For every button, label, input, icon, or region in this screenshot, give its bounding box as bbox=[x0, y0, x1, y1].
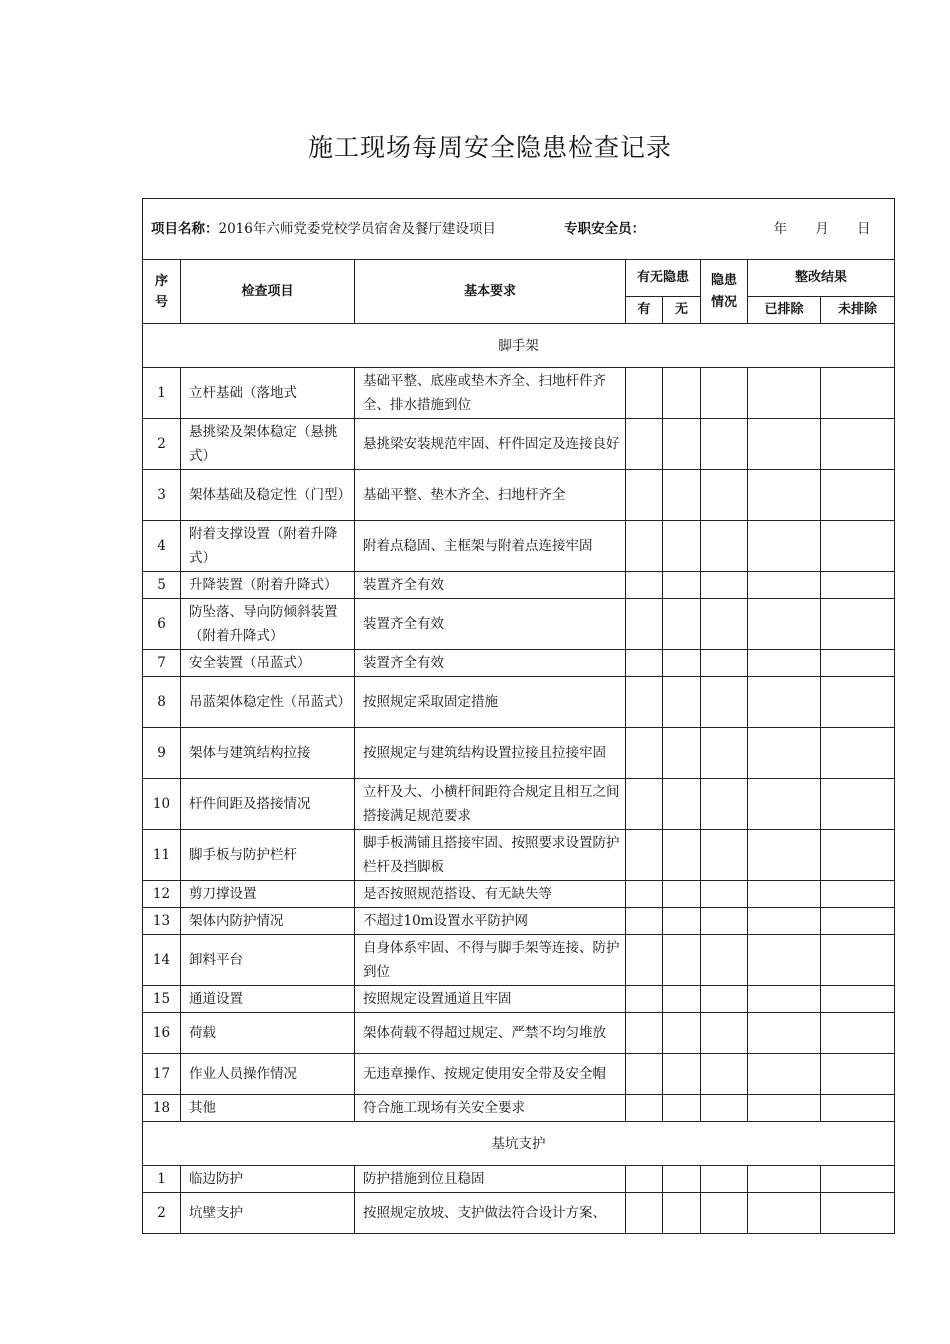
requirement: 符合施工现场有关安全要求 bbox=[355, 1095, 626, 1122]
table-row bbox=[143, 368, 895, 419]
header-item: 检查项目 bbox=[181, 260, 355, 324]
hazard-yes-cell[interactable] bbox=[626, 830, 663, 881]
row-number: 4 bbox=[143, 521, 181, 572]
header-yes: 有 bbox=[626, 297, 663, 324]
hazard-yes-cell[interactable] bbox=[626, 881, 663, 908]
section-title: 脚手架 bbox=[143, 324, 895, 368]
hazard-situation-cell[interactable] bbox=[701, 599, 748, 650]
header-hazard: 有无隐患 bbox=[626, 260, 701, 297]
row-number: 7 bbox=[143, 650, 181, 677]
requirement: 架体荷载不得超过规定、严禁不均匀堆放 bbox=[355, 1013, 626, 1054]
unresolved-cell[interactable] bbox=[821, 599, 895, 650]
check-item: 荷载 bbox=[181, 1013, 355, 1054]
hazard-no-cell[interactable] bbox=[663, 728, 701, 779]
table-row bbox=[143, 572, 895, 599]
check-item: 架体内防护情况 bbox=[181, 908, 355, 935]
unresolved-cell[interactable] bbox=[821, 572, 895, 599]
hazard-yes-cell[interactable] bbox=[626, 419, 663, 470]
header-seq: 序号 bbox=[143, 260, 181, 324]
hazard-situation-cell[interactable] bbox=[701, 1193, 748, 1234]
unresolved-cell[interactable] bbox=[821, 779, 895, 830]
check-item: 架体与建筑结构拉接 bbox=[181, 728, 355, 779]
requirement: 立杆及大、小横杆间距符合规定且相互之间搭接满足规范要求 bbox=[355, 779, 626, 830]
date-year: 年 bbox=[773, 221, 787, 237]
unresolved-cell[interactable] bbox=[821, 935, 895, 986]
hazard-no-cell[interactable] bbox=[663, 1193, 701, 1234]
unresolved-cell[interactable] bbox=[821, 986, 895, 1013]
table-row bbox=[143, 728, 895, 779]
unresolved-cell[interactable] bbox=[821, 1193, 895, 1234]
hazard-situation-cell[interactable] bbox=[701, 521, 748, 572]
unresolved-cell[interactable] bbox=[821, 677, 895, 728]
requirement: 基础平整、底座或垫木齐全、扫地杆件齐全、排水措施到位 bbox=[355, 368, 626, 419]
row-number: 10 bbox=[143, 779, 181, 830]
hazard-no-cell[interactable] bbox=[663, 470, 701, 521]
resolved-cell[interactable] bbox=[748, 728, 821, 779]
requirement: 附着点稳固、主框架与附着点连接牢固 bbox=[355, 521, 626, 572]
section-title: 基坑支护 bbox=[143, 1122, 895, 1166]
resolved-cell[interactable] bbox=[748, 1054, 821, 1095]
requirement: 按照规定放坡、支护做法符合设计方案、 bbox=[355, 1193, 626, 1234]
unresolved-cell[interactable] bbox=[821, 908, 895, 935]
hazard-no-cell[interactable] bbox=[663, 368, 701, 419]
requirement: 悬挑梁安装规范牢固、杆件固定及连接良好 bbox=[355, 419, 626, 470]
table-row bbox=[143, 1013, 895, 1054]
row-number: 8 bbox=[143, 677, 181, 728]
hazard-no-cell[interactable] bbox=[663, 1054, 701, 1095]
resolved-cell[interactable] bbox=[748, 830, 821, 881]
unresolved-cell[interactable] bbox=[821, 1054, 895, 1095]
row-number: 9 bbox=[143, 728, 181, 779]
resolved-cell[interactable] bbox=[748, 368, 821, 419]
hazard-situation-cell[interactable] bbox=[701, 1054, 748, 1095]
hazard-no-cell[interactable] bbox=[663, 521, 701, 572]
check-item: 其他 bbox=[181, 1095, 355, 1122]
row-number: 1 bbox=[143, 1166, 181, 1193]
table-row bbox=[143, 986, 895, 1013]
hazard-situation-cell[interactable] bbox=[701, 986, 748, 1013]
hazard-no-cell[interactable] bbox=[663, 599, 701, 650]
hazard-situation-cell[interactable] bbox=[701, 881, 748, 908]
hazard-yes-cell[interactable] bbox=[626, 779, 663, 830]
header-row bbox=[143, 260, 895, 297]
check-item: 悬挑梁及架体稳定（悬挑式） bbox=[181, 419, 355, 470]
hazard-yes-cell[interactable] bbox=[626, 368, 663, 419]
requirement: 脚手板满铺且搭接牢固、按照要求设置防护栏杆及挡脚板 bbox=[355, 830, 626, 881]
check-item: 坑壁支护 bbox=[181, 1193, 355, 1234]
check-item: 临边防护 bbox=[181, 1166, 355, 1193]
section-row bbox=[143, 324, 895, 368]
resolved-cell[interactable] bbox=[748, 1095, 821, 1122]
unresolved-cell[interactable] bbox=[821, 881, 895, 908]
check-item: 防坠落、导向防倾斜装置（附着升降式） bbox=[181, 599, 355, 650]
requirement: 不超过10m设置水平防护网 bbox=[355, 908, 626, 935]
check-item: 安全装置（吊蓝式） bbox=[181, 650, 355, 677]
row-number: 13 bbox=[143, 908, 181, 935]
row-number: 18 bbox=[143, 1095, 181, 1122]
check-item: 立杆基础（落地式 bbox=[181, 368, 355, 419]
hazard-yes-cell[interactable] bbox=[626, 908, 663, 935]
requirement: 防护措施到位且稳固 bbox=[355, 1166, 626, 1193]
table-row bbox=[143, 1095, 895, 1122]
row-number: 5 bbox=[143, 572, 181, 599]
requirement: 装置齐全有效 bbox=[355, 572, 626, 599]
inspection-table bbox=[142, 198, 895, 1234]
table-row bbox=[143, 881, 895, 908]
check-item: 附着支撑设置（附着升降式） bbox=[181, 521, 355, 572]
hazard-yes-cell[interactable] bbox=[626, 599, 663, 650]
table-row bbox=[143, 650, 895, 677]
hazard-yes-cell[interactable] bbox=[626, 1193, 663, 1234]
row-number: 17 bbox=[143, 1054, 181, 1095]
hazard-situation-cell[interactable] bbox=[701, 908, 748, 935]
hazard-situation-cell[interactable] bbox=[701, 368, 748, 419]
table-row bbox=[143, 419, 895, 470]
header-req: 基本要求 bbox=[355, 260, 626, 324]
hazard-situation-cell[interactable] bbox=[701, 1166, 748, 1193]
unresolved-cell[interactable] bbox=[821, 830, 895, 881]
hazard-no-cell[interactable] bbox=[663, 779, 701, 830]
resolved-cell[interactable] bbox=[748, 677, 821, 728]
hazard-situation-cell[interactable] bbox=[701, 1013, 748, 1054]
unresolved-cell[interactable] bbox=[821, 728, 895, 779]
row-number: 15 bbox=[143, 986, 181, 1013]
hazard-no-cell[interactable] bbox=[663, 881, 701, 908]
row-number: 11 bbox=[143, 830, 181, 881]
hazard-situation-cell[interactable] bbox=[701, 935, 748, 986]
requirement: 按照规定与建筑结构设置拉接且拉接牢固 bbox=[355, 728, 626, 779]
hazard-yes-cell[interactable] bbox=[626, 1054, 663, 1095]
requirement: 是否按照规范搭设、有无缺失等 bbox=[355, 881, 626, 908]
unresolved-cell[interactable] bbox=[821, 368, 895, 419]
check-item: 吊蓝架体稳定性（吊蓝式） bbox=[181, 677, 355, 728]
row-number: 14 bbox=[143, 935, 181, 986]
resolved-cell[interactable] bbox=[748, 1166, 821, 1193]
page-title: 施工现场每周安全隐患检查记录 bbox=[307, 133, 672, 162]
hazard-no-cell[interactable] bbox=[663, 650, 701, 677]
hazard-yes-cell[interactable] bbox=[626, 572, 663, 599]
requirement: 按照规定设置通道且牢固 bbox=[355, 986, 626, 1013]
hazard-situation-cell[interactable] bbox=[701, 830, 748, 881]
unresolved-cell[interactable] bbox=[821, 521, 895, 572]
hazard-no-cell[interactable] bbox=[663, 419, 701, 470]
resolved-cell[interactable] bbox=[748, 1193, 821, 1234]
resolved-cell[interactable] bbox=[748, 470, 821, 521]
table-row bbox=[143, 830, 895, 881]
hazard-yes-cell[interactable] bbox=[626, 1013, 663, 1054]
header-situation: 隐患情况 bbox=[701, 260, 748, 324]
row-number: 1 bbox=[143, 368, 181, 419]
table-row bbox=[143, 599, 895, 650]
table-row bbox=[143, 1054, 895, 1095]
check-item: 卸料平台 bbox=[181, 935, 355, 986]
check-item: 架体基础及稳定性（门型） bbox=[181, 470, 355, 521]
project-label: 项目名称： bbox=[151, 221, 219, 237]
row-number: 2 bbox=[143, 419, 181, 470]
requirement: 装置齐全有效 bbox=[355, 650, 626, 677]
requirement: 装置齐全有效 bbox=[355, 599, 626, 650]
hazard-no-cell[interactable] bbox=[663, 572, 701, 599]
hazard-no-cell[interactable] bbox=[663, 677, 701, 728]
resolved-cell[interactable] bbox=[748, 599, 821, 650]
table-row bbox=[143, 908, 895, 935]
resolved-cell[interactable] bbox=[748, 881, 821, 908]
requirement: 基础平整、垫木齐全、扫地杆齐全 bbox=[355, 470, 626, 521]
resolved-cell[interactable] bbox=[748, 779, 821, 830]
hazard-yes-cell[interactable] bbox=[626, 986, 663, 1013]
hazard-yes-cell[interactable] bbox=[626, 935, 663, 986]
hazard-yes-cell[interactable] bbox=[626, 1095, 663, 1122]
table-row bbox=[143, 1166, 895, 1193]
unresolved-cell[interactable] bbox=[821, 419, 895, 470]
table-row bbox=[143, 779, 895, 830]
table-row bbox=[143, 470, 895, 521]
resolved-cell[interactable] bbox=[748, 986, 821, 1013]
table-row bbox=[143, 1193, 895, 1234]
hazard-no-cell[interactable] bbox=[663, 908, 701, 935]
check-item: 升降装置（附着升降式） bbox=[181, 572, 355, 599]
table-row bbox=[143, 677, 895, 728]
requirement: 无违章操作、按规定使用安全带及安全帽 bbox=[355, 1054, 626, 1095]
resolved-cell[interactable] bbox=[748, 650, 821, 677]
header-resolved: 已排除 bbox=[748, 297, 821, 324]
hazard-situation-cell[interactable] bbox=[701, 419, 748, 470]
hazard-no-cell[interactable] bbox=[663, 1013, 701, 1054]
unresolved-cell[interactable] bbox=[821, 650, 895, 677]
requirement: 自身体系牢固、不得与脚手架等连接、防护到位 bbox=[355, 935, 626, 986]
table-row bbox=[143, 521, 895, 572]
hazard-situation-cell[interactable] bbox=[701, 728, 748, 779]
resolved-cell[interactable] bbox=[748, 419, 821, 470]
hazard-yes-cell[interactable] bbox=[626, 470, 663, 521]
header-unresolved: 未排除 bbox=[821, 297, 895, 324]
hazard-no-cell[interactable] bbox=[663, 1166, 701, 1193]
header-result: 整改结果 bbox=[748, 260, 895, 297]
hazard-no-cell[interactable] bbox=[663, 986, 701, 1013]
unresolved-cell[interactable] bbox=[821, 1095, 895, 1122]
date-month: 月 bbox=[815, 221, 829, 237]
check-item: 脚手板与防护栏杆 bbox=[181, 830, 355, 881]
hazard-yes-cell[interactable] bbox=[626, 1166, 663, 1193]
hazard-situation-cell[interactable] bbox=[701, 650, 748, 677]
hazard-no-cell[interactable] bbox=[663, 1095, 701, 1122]
resolved-cell[interactable] bbox=[748, 908, 821, 935]
requirement: 按照规定采取固定措施 bbox=[355, 677, 626, 728]
hazard-situation-cell[interactable] bbox=[701, 470, 748, 521]
officer-label: 专职安全员： bbox=[564, 221, 646, 237]
hazard-yes-cell[interactable] bbox=[626, 521, 663, 572]
row-number: 3 bbox=[143, 470, 181, 521]
hazard-yes-cell[interactable] bbox=[626, 677, 663, 728]
row-number: 2 bbox=[143, 1193, 181, 1234]
date-day: 日 bbox=[857, 221, 871, 237]
row-number: 6 bbox=[143, 599, 181, 650]
check-item: 杆件间距及搭接情况 bbox=[181, 779, 355, 830]
hazard-no-cell[interactable] bbox=[663, 830, 701, 881]
check-item: 通道设置 bbox=[181, 986, 355, 1013]
info-row bbox=[143, 199, 895, 260]
resolved-cell[interactable] bbox=[748, 1013, 821, 1054]
hazard-situation-cell[interactable] bbox=[701, 1095, 748, 1122]
hazard-yes-cell[interactable] bbox=[626, 650, 663, 677]
hazard-situation-cell[interactable] bbox=[701, 572, 748, 599]
resolved-cell[interactable] bbox=[748, 572, 821, 599]
table-row bbox=[143, 935, 895, 986]
row-number: 12 bbox=[143, 881, 181, 908]
hazard-no-cell[interactable] bbox=[663, 935, 701, 986]
hazard-yes-cell[interactable] bbox=[626, 728, 663, 779]
unresolved-cell[interactable] bbox=[821, 470, 895, 521]
hazard-situation-cell[interactable] bbox=[701, 779, 748, 830]
header-no: 无 bbox=[663, 297, 701, 324]
unresolved-cell[interactable] bbox=[821, 1166, 895, 1193]
check-item: 作业人员操作情况 bbox=[181, 1054, 355, 1095]
row-number: 16 bbox=[143, 1013, 181, 1054]
project-name: 2016年六师党委党校学员宿舍及餐厅建设项目 bbox=[218, 221, 496, 237]
hazard-situation-cell[interactable] bbox=[701, 677, 748, 728]
resolved-cell[interactable] bbox=[748, 521, 821, 572]
unresolved-cell[interactable] bbox=[821, 1013, 895, 1054]
check-item: 剪刀撑设置 bbox=[181, 881, 355, 908]
section-row bbox=[143, 1122, 895, 1166]
resolved-cell[interactable] bbox=[748, 935, 821, 986]
